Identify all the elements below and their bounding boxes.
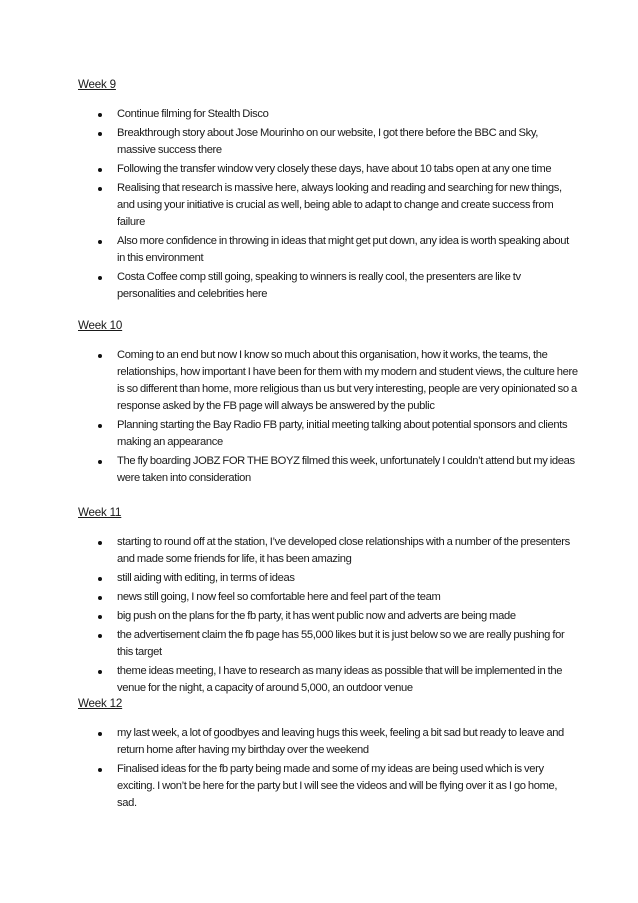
list-item: [78, 725, 578, 759]
list-item-text: Planning starting the Bay Radio FB party, initial meeting talking about potential sponsors and clients making an appearance: [117, 419, 568, 448]
bullet-icon: [98, 187, 102, 191]
list-item: [78, 453, 578, 487]
bullet-list: [78, 347, 578, 487]
list-item-text: news still going, I now feel so comfortable here and feel part of the team: [117, 591, 441, 603]
bullet-icon: [98, 276, 102, 280]
list-item-text: Also more confidence in throwing in ideas that might get put down, any idea is worth speaking about in this environment: [117, 235, 569, 264]
bullet-icon: [98, 732, 102, 736]
week-section: [78, 318, 578, 489]
list-item: [78, 570, 578, 587]
bullet-icon: [98, 168, 102, 172]
list-item: [78, 608, 578, 625]
list-item: [78, 233, 578, 267]
list-item-text: still aiding with editing, in terms of ideas: [117, 572, 295, 584]
list-item: [78, 161, 578, 178]
bullet-icon: [98, 132, 102, 136]
bullet-icon: [98, 424, 102, 428]
bullet-icon: [98, 670, 102, 674]
list-item-text: Realising that research is massive here, always looking and reading and searching for new things, and using your initiative is crucial as well, being able to adapt to change and create success from failure: [117, 182, 562, 228]
list-item-text: the advertisement claim the fb page has 55,000 likes but it is just below so we are really pushing for this target: [117, 629, 565, 658]
list-item-text: my last week, a lot of goodbyes and leaving hugs this week, feeling a bit sad but ready to leave and return home after having my birthday over the weekend: [117, 727, 564, 756]
list-item: [78, 534, 578, 568]
bullet-icon: [98, 768, 102, 772]
bullet-icon: [98, 541, 102, 545]
list-item: [78, 761, 578, 812]
list-item: [78, 347, 578, 415]
list-item-text: Breakthrough story about Jose Mourinho on our website, I got there before the BBC and Sky, massive success there: [117, 127, 538, 156]
week-section: [78, 505, 578, 699]
week-section: [78, 696, 578, 814]
list-item: [78, 269, 578, 303]
week-section: [78, 77, 578, 305]
list-item: [78, 589, 578, 606]
bullet-list: [78, 725, 578, 812]
list-item-text: Finalised ideas for the fb party being made and some of my ideas are being used which is very exciting. I won’t be here for the party but I will see the videos and will be flying over it as I go home, sad.: [117, 763, 558, 809]
week-heading: Week 9: [78, 78, 116, 91]
list-item: [78, 663, 578, 697]
bullet-icon: [98, 240, 102, 244]
bullet-list: [78, 106, 578, 303]
list-item: [78, 627, 578, 661]
week-heading: Week 10: [78, 319, 123, 332]
bullet-icon: [98, 460, 102, 464]
list-item: [78, 106, 578, 123]
bullet-icon: [98, 634, 102, 638]
week-heading: Week 12: [78, 697, 123, 710]
list-item-text: Coming to an end but now I know so much about this organisation, how it works, the teams, the relationships, how important I have been for them with my modern and student views, the culture here is so different than home, more religious than us but very interesting, people are very opinionated so a response asked by the FB page will always be answered by the public: [117, 349, 578, 412]
list-item-text: The fly boarding JOBZ FOR THE BOYZ filmed this week, unfortunately I couldn’t attend but my ideas were taken into consideration: [117, 455, 575, 484]
list-item-text: Continue filming for Stealth Disco: [117, 108, 269, 120]
week-heading: Week 11: [78, 506, 122, 519]
list-item-text: Costa Coffee comp still going, speaking to winners is really cool, the presenters are like tv personalities and celebrities here: [117, 271, 521, 300]
bullet-list: [78, 534, 578, 697]
bullet-icon: [98, 113, 102, 117]
bullet-icon: [98, 354, 102, 358]
list-item-text: theme ideas meeting, I have to research as many ideas as possible that will be implemented in the venue for the night, a capacity of around 5,000, an outdoor venue: [117, 665, 563, 694]
bullet-icon: [98, 615, 102, 619]
list-item: [78, 125, 578, 159]
list-item: [78, 417, 578, 451]
list-item-text: big push on the plans for the fb party, it has went public now and adverts are being made: [117, 610, 516, 622]
list-item-text: starting to round off at the station, I’ve developed close relationships with a number of the presenters and made some friends for life, it has been amazing: [117, 536, 570, 565]
bullet-icon: [98, 577, 102, 581]
list-item: [78, 180, 578, 231]
list-item-text: Following the transfer window very closely these days, have about 10 tabs open at any one time: [117, 163, 552, 175]
bullet-icon: [98, 596, 102, 600]
